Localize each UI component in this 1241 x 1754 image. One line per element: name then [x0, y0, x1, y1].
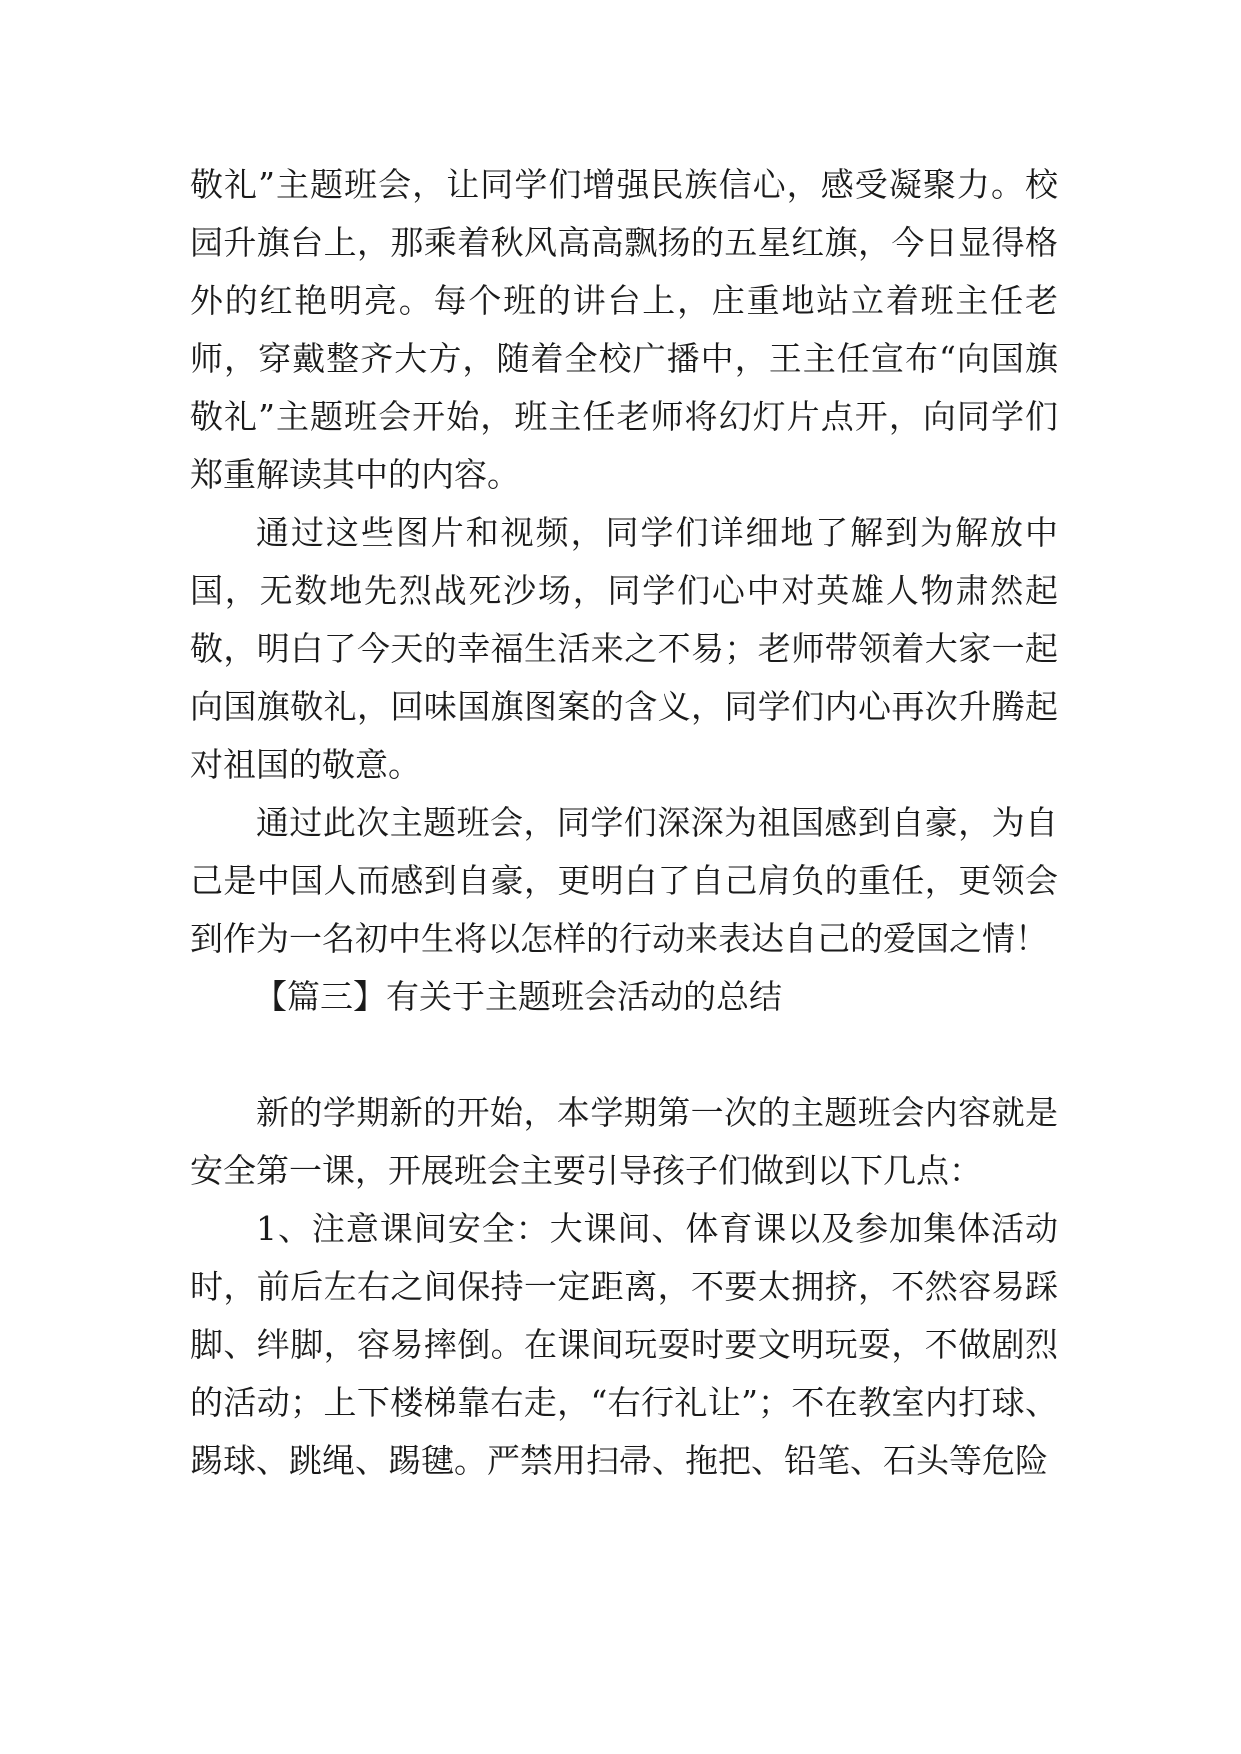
paragraph-images-videos: 通过这些图片和视频，同学们详细地了解到为解放中国，无数地先烈战死沙场，同学们心中对英雄人物肃然起敬，明白了今天的幸福生活来之不易；老师带领着大家一起向国旗敬礼，回味国旗图案的含义，同学们内心再次升腾起对祖国的敬意。 — [190, 513, 1058, 784]
paragraph-safety-point-1: 1、注意课间安全：大课间、体育课以及参加集体活动时，前后左右之间保持一定距离，不要太拥挤，不然容易踩脚、绊脚，容易摔倒。在课间玩耍时要文明玩耍，不做剧烈的活动；上下楼梯靠右走，“右行礼让”；不在教室内打球、踢球、跳绳、踢毽。严禁用扫帚、拖把、铅笔、石头等危险 — [190, 1209, 1058, 1480]
document-body — [190, 156, 1058, 1490]
paragraph-conclusion: 通过此次主题班会，同学们深深为祖国感到自豪，为自己是中国人而感到自豪，更明白了自己肩负的重任，更领会到作为一名初中生将以怎样的行动来表达自己的爱国之情！ — [190, 803, 1058, 958]
section-spacer — [190, 1026, 1058, 1084]
paragraph-new-semester: 新的学期新的开始，本学期第一次的主题班会内容就是安全第一课，开展班会主要引导孩子们做到以下几点： — [190, 1093, 1058, 1190]
section-heading: 【篇三】有关于主题班会活动的总结 — [254, 977, 782, 1016]
paragraph-continued: 敬礼”主题班会，让同学们增强民族信心，感受凝聚力。校园升旗台上，那乘着秋风高高飘扬的五星红旗，今日显得格外的红艳明亮。每个班的讲台上，庄重地站立着班主任老师，穿戴整齐大方，随着全校广播中，王主任宣布“向国旗敬礼”主题班会开始，班主任老师将幻灯片点开，向同学们郑重解读其中的内容。 — [190, 165, 1058, 494]
